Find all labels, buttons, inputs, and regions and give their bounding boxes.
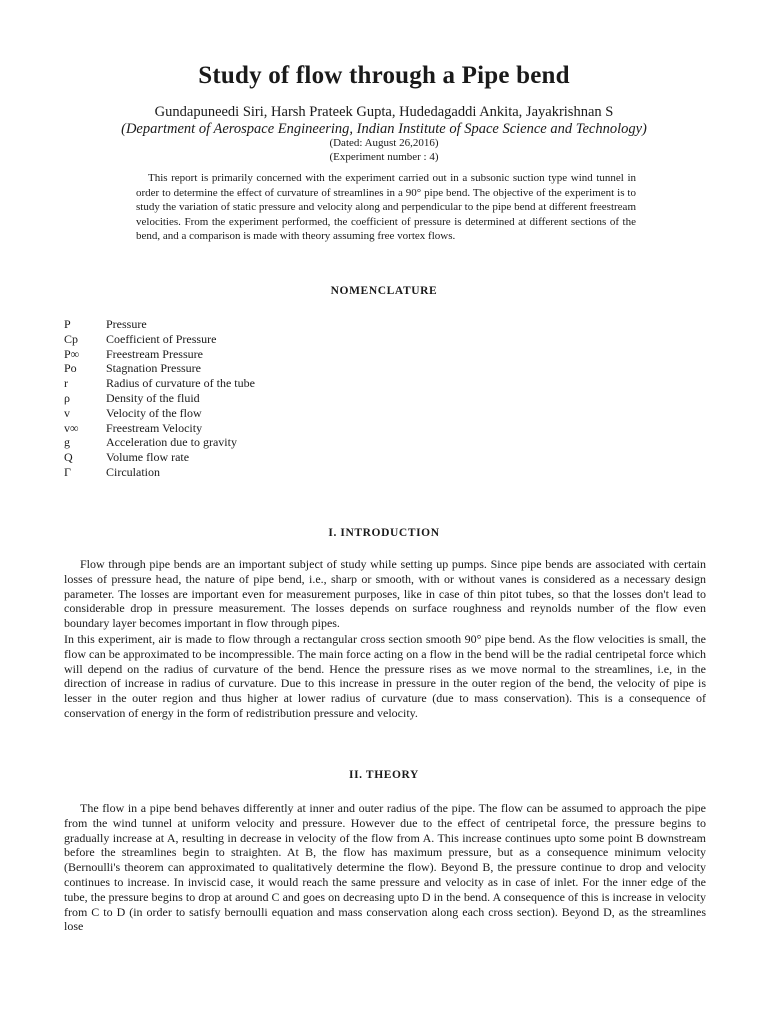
abstract: This report is primarily concerned with the experiment carried out in a subsonic suction type wind tunnel in order to determine the effect of curvature of streamlines in a 90° pipe bend. The objective of the experiment is to study the variation of static pressure and velocity along and perpendicular to the pipe bend at different freestream velocities. From the experiment performed, the coefficient of pressure is determined at different sections of the bend, and a comparison is made with theory assuming free vortex flows. [136,172,636,243]
nomenclature-item [64,421,464,436]
nomenclature-definition: Circulation [106,464,160,479]
introduction-paragraph: Flow through pipe bends are an important subject of study while setting up pumps. Since pipe bends are associated with certain losses of pressure head, the nature of pipe bend, i.e., sharp or smooth, with or without vanes is considered as a necessary design parameter. The losses are important even for measurement purposes, like in case of thin pitot tubes, so that the losses don't lead to considerable drop in pressure measurement. The losses depends on surface roughness and reynolds number of the flow even boundary layer becomes important in flow through pipes. [64,557,706,631]
nomenclature-symbol: v [64,405,70,420]
introduction-heading: I. INTRODUCTION [328,527,440,539]
nomenclature-item [64,317,464,332]
nomenclature-definition: Stagnation Pressure [106,361,201,376]
nomenclature-symbol: ρ [64,390,70,405]
nomenclature-definition: Volume flow rate [106,450,190,465]
nomenclature-item [64,332,464,347]
nomenclature-definition: Freestream Velocity [106,420,203,435]
nomenclature-symbol: Γ [64,464,71,479]
affiliation: (Department of Aerospace Engineering, Indian Institute of Space Science and Technology) [121,121,647,137]
nomenclature-symbol: Po [64,361,77,376]
nomenclature-symbol: P [64,317,71,331]
nomenclature-definition: Velocity of the flow [106,405,202,420]
experiment-number: (Experiment number : 4) [329,151,439,163]
nomenclature-item [64,465,464,480]
nomenclature-item [64,406,464,421]
nomenclature-definition: Acceleration due to gravity [106,435,237,450]
nomenclature-symbol: g [64,435,70,450]
nomenclature-item [64,435,464,450]
nomenclature-definition: Density of the fluid [106,390,200,405]
date-line: (Dated: August 26,2016) [329,137,439,149]
nomenclature-symbol: Q [64,450,73,465]
nomenclature-heading: NOMENCLATURE [330,285,438,297]
theory-heading: II. THEORY [349,769,419,781]
theory-paragraph: The flow in a pipe bend behaves differently at inner and outer radius of the pipe. The flow can be assumed to approach the pipe from the wind tunnel at uniform velocity and pressure. However due to the effect of centripetal force, the pressure begins to gradually increase at A, resulting in decrease in velocity of the flow from A. This increase continues upto some point B downstream before the streamlines begin to straighten. At B, the flow has maximum pressure, but as a consequence minimum velocity (Bernoulli's theorem can approximated to qualitatively determine the flow). Beyond B, the pressure continue to drop and velocity continues to increase. In inviscid case, it would reach the same pressure and velocity as in case of inlet. For the inner edge of the tube, the pressure begins to drop at around C and goes on decreasing upto D in the bend. A consequence of this is increase in velocity from C to D (in order to satisfy bernoulli equation and mass conservation along each cross section). Beyond D, as the streamlines lose [64,801,706,934]
nomenclature-item [64,376,464,391]
nomenclature-symbol: r [64,376,68,391]
nomenclature-item [64,361,464,376]
nomenclature-item [64,450,464,465]
introduction-paragraph: In this experiment, air is made to flow through a rectangular cross section smooth 90° pipe bend. As the flow velocities is small, the flow can be approximated to be incompressible. The main force acting on a flow in the bend will be the radial centripetal force which will depend on the radius of curvature of the bend. Hence the pressure rises as we move normal to the streamlines, i.e, in the direction of increase in radius of curvature. Due to this increase in pressure in the outer region of the bend, the velocity of pipe is lesser in the outer region and thus higher at lower radius of curvature (due to mass conservation). This is a consequence of conservation of energy in the form of redistribution pressure and velocity. [64,632,706,720]
paper-title: Study of flow through a Pipe bend [198,62,570,89]
nomenclature-item [64,347,464,362]
author-list: Gundapuneedi Siri, Harsh Prateek Gupta, Hudedagaddi Ankita, Jayakrishnan S [154,104,614,120]
nomenclature-symbol: Cp [64,331,79,346]
nomenclature-definition: Pressure [106,317,147,331]
nomenclature-definition: Coefficient of Pressure [106,331,217,346]
nomenclature-symbol: v∞ [64,420,79,435]
nomenclature-list [64,317,464,480]
nomenclature-definition: Radius of curvature of the tube [106,376,255,391]
nomenclature-symbol: P∞ [64,346,80,361]
nomenclature-definition: Freestream Pressure [106,346,203,361]
nomenclature-item [64,391,464,406]
